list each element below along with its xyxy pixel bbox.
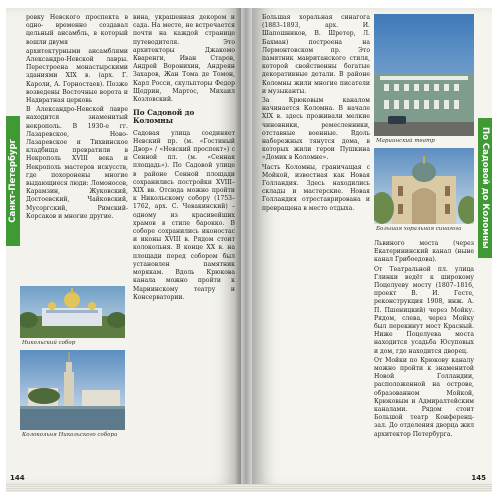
photo-grand-choral-synagogue [374, 148, 474, 224]
paragraph: ровку Невского проспекта в одно- временно создавал цельный ансамбль, в который вошли двумя [26, 14, 128, 46]
section-heading: По Садовой до Коломны [133, 108, 195, 126]
paragraph: Львиного моста (через Екатерининский канал (ныне канал Грибоедова). [374, 240, 474, 264]
left-page [6, 8, 241, 486]
right-text-column-1 [262, 14, 370, 214]
photo-nikolsky-cathedral [20, 286, 125, 338]
paragraph: архитектурными ансамблями Александро-Невской лавры. Перестроена монастырскими зданиями XIX в. (арх. Г. Кароли, А. Горностаев). Позже возведены Восточные ворота и Надвратная церковь [26, 47, 128, 105]
paragraph: От Мойки по Крюкову каналу можно пройти к знаменитой Новой Голландии, расположенной на острове, образованном Мойкой, Крюковым и Адмиралтейским каналами. Рядом стоит Большой театр Конференц-зал. До отделения дворца жил архитектор Петербурга. [374, 356, 474, 438]
page-number: 144 [10, 474, 25, 482]
photo-bell-tower [20, 350, 125, 430]
paragraph: Садовая улица соединяет Невский пр. (м. «Гостиный Двор» / «Невский проспект») с Сенной пл. (м. «Сенная площадь»). По Садовой улице в районе Сенной площади сохранились постройки XVIII–XIX вв. Отсюда можно пройти к Никольскому собору (1753–1762, арх. С. Чевакинский) – одному из красивейших храмов в стиле барокко. В соборе сохранились иконостас и иконы XVIII в. Рядом стоит колокольня. В конце XX в. на площади перед собором был установлен памятник морякам. Вдоль Крюкова канала можно пройти к Мариинскому театру и Консерватории. [133, 129, 235, 301]
photo-caption: Колокольня Никольского собора [22, 432, 118, 438]
paragraph: За Крюковым каналом начинается Коломна. В начале XIX в. здесь проживали мелкие чиновники, ремесленники, отставные военные. Вдоль набережных тянутся дома, в которых жили герои Пушкина «Домик в Коломне». [262, 97, 370, 162]
photo-caption: Мариинский театр [376, 138, 435, 144]
photo-caption: Большая хоральная синагога [376, 226, 462, 232]
right-page-section-tab [478, 118, 492, 258]
left-text-column-2 [133, 14, 235, 303]
paragraph: В Александро-Невской лавре находится знаменитый некрополь. В 1930-е гг. Лазаревское, Ново-Лазаревское и Тихвинское кладбища превратили в Некрополь XVIII века и Некрополь мастеров искусств, где похоронены многие выдающиеся люди: Ломоносов, Карамзин, Жуковский, Достоевский, Чайковский, Мусоргский, Римский-Корсаков и многие другие. [26, 106, 128, 220]
left-tab-label: Санкт-Петербург [8, 139, 18, 223]
paragraph: Большая хоральная синагога (1883–1893, арх. И. Шапошников, В. Шретер, Л. Бахман) построена на Лермонтовском пр. Это памятник мавританского стиля, которой свойственны богатые декоративные детали. В районе Коломны жили многие писатели и музыканты. [262, 14, 370, 95]
page-number: 145 [471, 474, 486, 482]
photo-mariinsky-theatre [374, 14, 474, 136]
paragraph: От Театральной пл. улица Глинки ведёт к широкому Поцелуеву мосту (1807–1816, проект В. И. Гесте, реконструкция 1908, инж. А. П. Пшеницкий) через Мойку. Рядом, слева, через Мойку был перекинут мост Красный. Ниже Поцелуева моста находится усадьба Юсуповых и дом, где находится дворец. [374, 265, 474, 355]
right-tab-label: По Садовой до Коломны [480, 127, 490, 249]
left-text-column-1 [26, 14, 128, 222]
paragraph: вина, украшенная декором и сада. На месте, не встречается почти на каждой странице путеводителя. Это архитекторы Джакомо Кваренги, Иван Старов, Андрей Воронихин, Андреян Захаров, Жан Тома де Томон, Карл Росси, скульпторы Федор Щедрин, Мартос, Михаил Козловский. [133, 14, 235, 104]
paragraph: Часть Коломны, граничащая с Мойкой, известная как Новая Голландия. Здесь находились склады и мастерские. Новая Голландия отреставрирована и превращена в место отдыха. [262, 163, 370, 212]
right-text-column-2 [374, 240, 474, 440]
page-edges [6, 484, 492, 492]
right-page [252, 8, 492, 486]
photo-caption: Никольский собор [22, 340, 76, 346]
left-page-section-tab [6, 116, 20, 246]
